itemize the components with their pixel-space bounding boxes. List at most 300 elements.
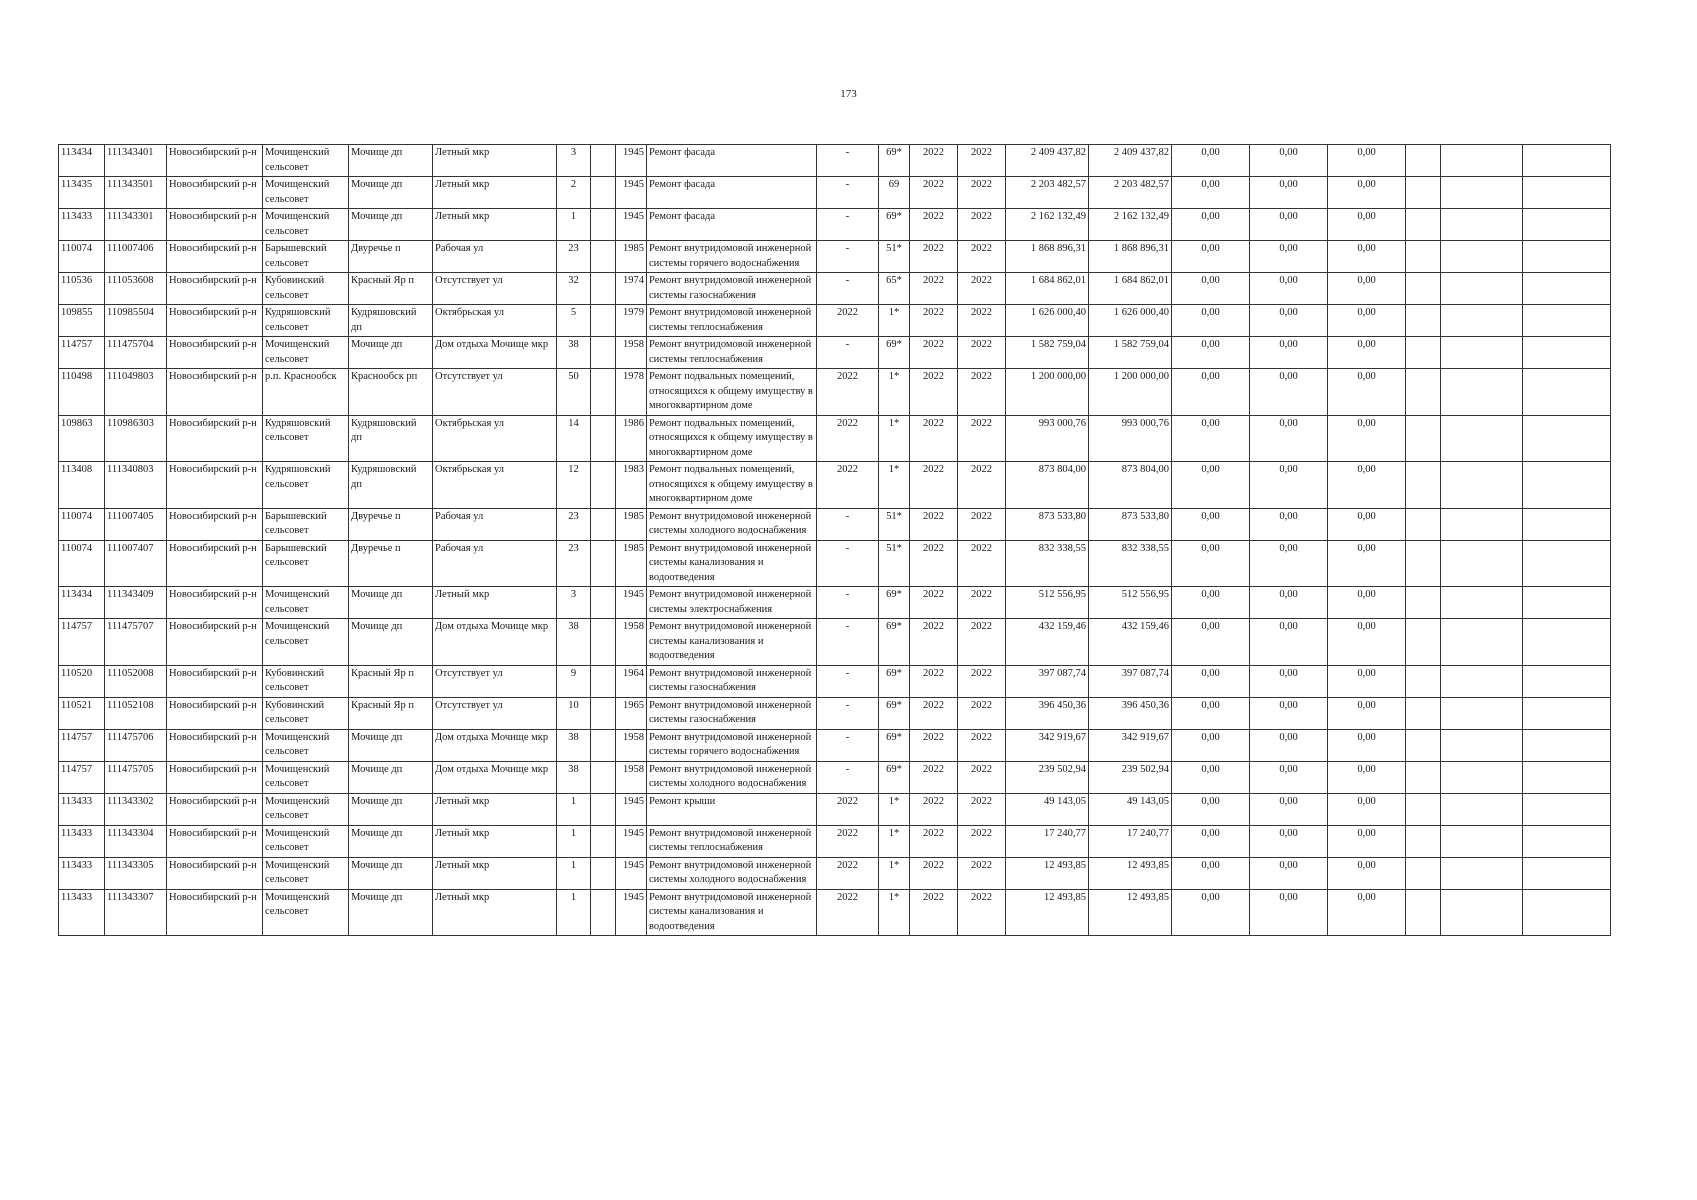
cell-local-budget: 0,00 <box>1250 697 1328 729</box>
cell-owners-funds: 0,00 <box>1328 587 1406 619</box>
cell-settlement: Мочище дп <box>349 889 433 936</box>
cell-year-built: 1978 <box>616 369 647 416</box>
repair-register-table <box>58 144 1611 936</box>
cell-plan-year-start: 2022 <box>910 145 958 177</box>
cell-work-id: 111007405 <box>105 508 167 540</box>
cell-extra-col-1 <box>1406 241 1441 273</box>
cell-total-cost: 397 087,74 <box>1006 665 1089 697</box>
cell-total-cost: 2 162 132,49 <box>1006 209 1089 241</box>
cell-extra-col-2 <box>1441 825 1523 857</box>
cell-building <box>591 587 616 619</box>
cell-extra-col-3 <box>1523 508 1611 540</box>
cell-house-number: 50 <box>557 369 591 416</box>
cell-extra-col-1 <box>1406 665 1441 697</box>
cell-street: Октябрьская ул <box>433 305 557 337</box>
cell-extra-col-2 <box>1441 761 1523 793</box>
cell-plan-year-start: 2022 <box>910 587 958 619</box>
cell-extra-col-3 <box>1523 697 1611 729</box>
cell-extra-col-2 <box>1441 145 1523 177</box>
cell-federal-funds: 0,00 <box>1172 761 1250 793</box>
cell-plan-year-end: 2022 <box>958 209 1006 241</box>
cell-house-number: 32 <box>557 273 591 305</box>
cell-year-built: 1983 <box>616 462 647 509</box>
cell-settlement: Мочище дп <box>349 761 433 793</box>
cell-local-budget: 0,00 <box>1250 587 1328 619</box>
cell-work-id: 111343304 <box>105 825 167 857</box>
cell-local-budget: 0,00 <box>1250 729 1328 761</box>
cell-work-type: Ремонт внутридомовой инженерной системы канализования и водоотведения <box>647 619 817 666</box>
table-row <box>59 793 1611 825</box>
cell-extra-col-3 <box>1523 540 1611 587</box>
cell-total-cost: 239 502,94 <box>1006 761 1089 793</box>
cell-street: Отсутствует ул <box>433 369 557 416</box>
cell-regional-fund: 1 684 862,01 <box>1089 273 1172 305</box>
cell-plan-year-end: 2022 <box>958 462 1006 509</box>
cell-house-number: 3 <box>557 145 591 177</box>
cell-extra-col-3 <box>1523 241 1611 273</box>
cell-federal-funds: 0,00 <box>1172 369 1250 416</box>
cell-extra-col-3 <box>1523 825 1611 857</box>
cell-plan-year-start: 2022 <box>910 462 958 509</box>
cell-federal-funds: 0,00 <box>1172 540 1250 587</box>
cell-local-budget: 0,00 <box>1250 209 1328 241</box>
cell-building <box>591 462 616 509</box>
cell-house-id: 110074 <box>59 540 105 587</box>
cell-street: Летный мкр <box>433 177 557 209</box>
cell-street: Летный мкр <box>433 209 557 241</box>
cell-settlement: Мочище дп <box>349 729 433 761</box>
cell-settlement: Мочище дп <box>349 177 433 209</box>
table-row <box>59 415 1611 462</box>
cell-owners-funds: 0,00 <box>1328 415 1406 462</box>
cell-work-id: 111475707 <box>105 619 167 666</box>
cell-district: Новосибирский р-н <box>167 337 263 369</box>
cell-municipality: Кудряшовский сельсовет <box>263 415 349 462</box>
cell-municipality: Мочищенский сельсовет <box>263 729 349 761</box>
cell-settlement: Мочище дп <box>349 793 433 825</box>
cell-prev-repair-year: - <box>817 273 879 305</box>
cell-regional-fund: 342 919,67 <box>1089 729 1172 761</box>
cell-plan-year-end: 2022 <box>958 177 1006 209</box>
cell-total-cost: 1 200 000,00 <box>1006 369 1089 416</box>
cell-plan-year-start: 2022 <box>910 889 958 936</box>
cell-total-cost: 342 919,67 <box>1006 729 1089 761</box>
cell-extra-col-1 <box>1406 145 1441 177</box>
cell-year-built: 1985 <box>616 241 647 273</box>
cell-federal-funds: 0,00 <box>1172 587 1250 619</box>
cell-work-id: 111475706 <box>105 729 167 761</box>
cell-work-type: Ремонт фасада <box>647 145 817 177</box>
cell-street: Летный мкр <box>433 587 557 619</box>
cell-prev-repair-year: 2022 <box>817 305 879 337</box>
cell-year-built: 1979 <box>616 305 647 337</box>
cell-municipality: Мочищенский сельсовет <box>263 209 349 241</box>
cell-deterioration-percent: 69* <box>879 761 910 793</box>
cell-street: Октябрьская ул <box>433 462 557 509</box>
cell-building <box>591 145 616 177</box>
cell-work-type: Ремонт внутридомовой инженерной системы теплоснабжения <box>647 337 817 369</box>
cell-work-id: 111475704 <box>105 337 167 369</box>
cell-local-budget: 0,00 <box>1250 415 1328 462</box>
cell-total-cost: 432 159,46 <box>1006 619 1089 666</box>
cell-total-cost: 12 493,85 <box>1006 889 1089 936</box>
cell-owners-funds: 0,00 <box>1328 241 1406 273</box>
cell-plan-year-end: 2022 <box>958 825 1006 857</box>
cell-regional-fund: 397 087,74 <box>1089 665 1172 697</box>
cell-work-type: Ремонт внутридомовой инженерной системы горячего водоснабжения <box>647 241 817 273</box>
table-row <box>59 587 1611 619</box>
cell-deterioration-percent: 69 <box>879 177 910 209</box>
cell-extra-col-2 <box>1441 889 1523 936</box>
cell-plan-year-end: 2022 <box>958 369 1006 416</box>
cell-extra-col-3 <box>1523 415 1611 462</box>
cell-deterioration-percent: 51* <box>879 508 910 540</box>
cell-regional-fund: 993 000,76 <box>1089 415 1172 462</box>
cell-extra-col-2 <box>1441 793 1523 825</box>
cell-work-id: 110986303 <box>105 415 167 462</box>
cell-extra-col-3 <box>1523 209 1611 241</box>
cell-settlement: Мочище дп <box>349 619 433 666</box>
cell-extra-col-1 <box>1406 619 1441 666</box>
cell-plan-year-end: 2022 <box>958 761 1006 793</box>
cell-municipality: Барышевский сельсовет <box>263 508 349 540</box>
cell-owners-funds: 0,00 <box>1328 305 1406 337</box>
cell-owners-funds: 0,00 <box>1328 209 1406 241</box>
cell-deterioration-percent: 69* <box>879 337 910 369</box>
cell-extra-col-2 <box>1441 697 1523 729</box>
cell-municipality: Кубовинский сельсовет <box>263 273 349 305</box>
cell-federal-funds: 0,00 <box>1172 305 1250 337</box>
cell-year-built: 1958 <box>616 619 647 666</box>
cell-year-built: 1965 <box>616 697 647 729</box>
cell-street: Летный мкр <box>433 889 557 936</box>
cell-municipality: р.п. Краснообск <box>263 369 349 416</box>
cell-plan-year-end: 2022 <box>958 305 1006 337</box>
cell-house-id: 113433 <box>59 209 105 241</box>
cell-prev-repair-year: - <box>817 177 879 209</box>
cell-plan-year-start: 2022 <box>910 209 958 241</box>
cell-building <box>591 825 616 857</box>
table-row <box>59 273 1611 305</box>
cell-district: Новосибирский р-н <box>167 177 263 209</box>
cell-municipality: Мочищенский сельсовет <box>263 619 349 666</box>
table-row <box>59 369 1611 416</box>
cell-owners-funds: 0,00 <box>1328 761 1406 793</box>
cell-settlement: Двуречье п <box>349 508 433 540</box>
cell-extra-col-2 <box>1441 665 1523 697</box>
cell-plan-year-end: 2022 <box>958 241 1006 273</box>
cell-work-id: 111343301 <box>105 209 167 241</box>
cell-district: Новосибирский р-н <box>167 587 263 619</box>
cell-year-built: 1974 <box>616 273 647 305</box>
cell-district: Новосибирский р-н <box>167 145 263 177</box>
cell-deterioration-percent: 69* <box>879 145 910 177</box>
cell-owners-funds: 0,00 <box>1328 889 1406 936</box>
cell-plan-year-end: 2022 <box>958 697 1006 729</box>
cell-plan-year-start: 2022 <box>910 540 958 587</box>
cell-federal-funds: 0,00 <box>1172 697 1250 729</box>
cell-district: Новосибирский р-н <box>167 825 263 857</box>
cell-house-number: 5 <box>557 305 591 337</box>
cell-owners-funds: 0,00 <box>1328 665 1406 697</box>
cell-house-id: 110498 <box>59 369 105 416</box>
cell-owners-funds: 0,00 <box>1328 337 1406 369</box>
cell-plan-year-start: 2022 <box>910 177 958 209</box>
cell-extra-col-1 <box>1406 508 1441 540</box>
cell-total-cost: 1 684 862,01 <box>1006 273 1089 305</box>
cell-work-type: Ремонт подвальных помещений, относящихся к общему имуществу в многоквартирном доме <box>647 369 817 416</box>
cell-plan-year-start: 2022 <box>910 857 958 889</box>
cell-plan-year-end: 2022 <box>958 587 1006 619</box>
cell-prev-repair-year: - <box>817 209 879 241</box>
cell-extra-col-2 <box>1441 273 1523 305</box>
cell-plan-year-start: 2022 <box>910 415 958 462</box>
cell-extra-col-1 <box>1406 462 1441 509</box>
cell-local-budget: 0,00 <box>1250 462 1328 509</box>
cell-municipality: Барышевский сельсовет <box>263 540 349 587</box>
cell-work-id: 110985504 <box>105 305 167 337</box>
cell-federal-funds: 0,00 <box>1172 729 1250 761</box>
cell-plan-year-start: 2022 <box>910 729 958 761</box>
cell-plan-year-start: 2022 <box>910 825 958 857</box>
cell-local-budget: 0,00 <box>1250 337 1328 369</box>
cell-plan-year-end: 2022 <box>958 729 1006 761</box>
cell-district: Новосибирский р-н <box>167 209 263 241</box>
cell-extra-col-2 <box>1441 729 1523 761</box>
cell-house-id: 110520 <box>59 665 105 697</box>
page-number: 173 <box>840 88 857 100</box>
cell-regional-fund: 873 533,80 <box>1089 508 1172 540</box>
cell-year-built: 1945 <box>616 825 647 857</box>
cell-house-id: 114757 <box>59 337 105 369</box>
cell-regional-fund: 12 493,85 <box>1089 857 1172 889</box>
cell-regional-fund: 2 162 132,49 <box>1089 209 1172 241</box>
cell-building <box>591 209 616 241</box>
cell-prev-repair-year: 2022 <box>817 415 879 462</box>
cell-regional-fund: 239 502,94 <box>1089 761 1172 793</box>
cell-building <box>591 305 616 337</box>
cell-work-type: Ремонт внутридомовой инженерной системы газоснабжения <box>647 665 817 697</box>
cell-municipality: Мочищенский сельсовет <box>263 337 349 369</box>
cell-deterioration-percent: 1* <box>879 889 910 936</box>
cell-total-cost: 832 338,55 <box>1006 540 1089 587</box>
cell-building <box>591 761 616 793</box>
cell-house-number: 1 <box>557 793 591 825</box>
cell-extra-col-2 <box>1441 177 1523 209</box>
cell-settlement: Красный Яр п <box>349 665 433 697</box>
cell-work-id: 111343401 <box>105 145 167 177</box>
cell-deterioration-percent: 1* <box>879 415 910 462</box>
cell-house-id: 113433 <box>59 889 105 936</box>
table-row <box>59 241 1611 273</box>
cell-owners-funds: 0,00 <box>1328 145 1406 177</box>
cell-regional-fund: 2 203 482,57 <box>1089 177 1172 209</box>
cell-municipality: Мочищенский сельсовет <box>263 587 349 619</box>
cell-house-id: 113433 <box>59 857 105 889</box>
cell-extra-col-3 <box>1523 462 1611 509</box>
cell-extra-col-2 <box>1441 415 1523 462</box>
cell-local-budget: 0,00 <box>1250 793 1328 825</box>
cell-work-type: Ремонт фасада <box>647 209 817 241</box>
cell-extra-col-2 <box>1441 508 1523 540</box>
cell-house-number: 38 <box>557 761 591 793</box>
cell-plan-year-end: 2022 <box>958 508 1006 540</box>
cell-prev-repair-year: - <box>817 540 879 587</box>
cell-plan-year-start: 2022 <box>910 273 958 305</box>
cell-work-id: 111052008 <box>105 665 167 697</box>
cell-prev-repair-year: - <box>817 697 879 729</box>
cell-building <box>591 697 616 729</box>
cell-building <box>591 729 616 761</box>
cell-extra-col-3 <box>1523 177 1611 209</box>
cell-district: Новосибирский р-н <box>167 665 263 697</box>
cell-deterioration-percent: 51* <box>879 241 910 273</box>
cell-owners-funds: 0,00 <box>1328 462 1406 509</box>
cell-extra-col-1 <box>1406 415 1441 462</box>
cell-house-number: 23 <box>557 508 591 540</box>
cell-work-id: 111343305 <box>105 857 167 889</box>
table-row <box>59 177 1611 209</box>
cell-total-cost: 873 533,80 <box>1006 508 1089 540</box>
cell-federal-funds: 0,00 <box>1172 241 1250 273</box>
cell-extra-col-1 <box>1406 177 1441 209</box>
cell-building <box>591 508 616 540</box>
cell-settlement: Кудряшовский дп <box>349 462 433 509</box>
cell-extra-col-3 <box>1523 665 1611 697</box>
cell-work-id: 111007406 <box>105 241 167 273</box>
cell-total-cost: 1 582 759,04 <box>1006 337 1089 369</box>
cell-house-id: 113408 <box>59 462 105 509</box>
cell-work-type: Ремонт внутридомовой инженерной системы холодного водоснабжения <box>647 508 817 540</box>
cell-district: Новосибирский р-н <box>167 619 263 666</box>
cell-total-cost: 396 450,36 <box>1006 697 1089 729</box>
table-row <box>59 462 1611 509</box>
cell-prev-repair-year: 2022 <box>817 825 879 857</box>
cell-house-id: 114757 <box>59 761 105 793</box>
cell-settlement: Кудряшовский дп <box>349 415 433 462</box>
cell-plan-year-start: 2022 <box>910 665 958 697</box>
cell-total-cost: 1 626 000,40 <box>1006 305 1089 337</box>
cell-municipality: Кудряшовский сельсовет <box>263 462 349 509</box>
cell-work-type: Ремонт внутридомовой инженерной системы канализования и водоотведения <box>647 889 817 936</box>
cell-extra-col-1 <box>1406 369 1441 416</box>
cell-year-built: 1985 <box>616 540 647 587</box>
cell-prev-repair-year: 2022 <box>817 369 879 416</box>
cell-local-budget: 0,00 <box>1250 508 1328 540</box>
cell-building <box>591 241 616 273</box>
cell-year-built: 1945 <box>616 587 647 619</box>
cell-extra-col-3 <box>1523 889 1611 936</box>
cell-house-number: 2 <box>557 177 591 209</box>
cell-house-number: 1 <box>557 209 591 241</box>
cell-house-number: 38 <box>557 337 591 369</box>
cell-plan-year-end: 2022 <box>958 857 1006 889</box>
cell-plan-year-end: 2022 <box>958 415 1006 462</box>
cell-municipality: Мочищенский сельсовет <box>263 889 349 936</box>
cell-plan-year-start: 2022 <box>910 369 958 416</box>
cell-work-id: 111053608 <box>105 273 167 305</box>
cell-prev-repair-year: 2022 <box>817 462 879 509</box>
cell-regional-fund: 1 868 896,31 <box>1089 241 1172 273</box>
cell-extra-col-2 <box>1441 337 1523 369</box>
cell-extra-col-3 <box>1523 587 1611 619</box>
cell-deterioration-percent: 69* <box>879 619 910 666</box>
cell-plan-year-end: 2022 <box>958 793 1006 825</box>
cell-extra-col-1 <box>1406 587 1441 619</box>
cell-building <box>591 415 616 462</box>
cell-work-id: 111343302 <box>105 793 167 825</box>
cell-district: Новосибирский р-н <box>167 241 263 273</box>
cell-deterioration-percent: 1* <box>879 369 910 416</box>
cell-regional-fund: 1 582 759,04 <box>1089 337 1172 369</box>
cell-street: Рабочая ул <box>433 540 557 587</box>
cell-owners-funds: 0,00 <box>1328 697 1406 729</box>
cell-local-budget: 0,00 <box>1250 177 1328 209</box>
cell-year-built: 1964 <box>616 665 647 697</box>
cell-total-cost: 1 868 896,31 <box>1006 241 1089 273</box>
cell-house-id: 114757 <box>59 729 105 761</box>
cell-regional-fund: 49 143,05 <box>1089 793 1172 825</box>
cell-owners-funds: 0,00 <box>1328 793 1406 825</box>
cell-owners-funds: 0,00 <box>1328 369 1406 416</box>
cell-extra-col-1 <box>1406 697 1441 729</box>
cell-extra-col-3 <box>1523 729 1611 761</box>
cell-work-id: 111475705 <box>105 761 167 793</box>
cell-work-id: 111343501 <box>105 177 167 209</box>
cell-prev-repair-year: - <box>817 337 879 369</box>
cell-house-number: 23 <box>557 241 591 273</box>
cell-plan-year-start: 2022 <box>910 619 958 666</box>
cell-settlement: Мочище дп <box>349 587 433 619</box>
cell-settlement: Мочище дп <box>349 209 433 241</box>
cell-extra-col-3 <box>1523 305 1611 337</box>
cell-extra-col-3 <box>1523 369 1611 416</box>
cell-house-number: 23 <box>557 540 591 587</box>
cell-prev-repair-year: 2022 <box>817 857 879 889</box>
cell-extra-col-1 <box>1406 857 1441 889</box>
cell-extra-col-1 <box>1406 793 1441 825</box>
cell-prev-repair-year: - <box>817 241 879 273</box>
cell-plan-year-start: 2022 <box>910 241 958 273</box>
cell-district: Новосибирский р-н <box>167 462 263 509</box>
cell-extra-col-2 <box>1441 209 1523 241</box>
cell-prev-repair-year: - <box>817 665 879 697</box>
cell-extra-col-1 <box>1406 305 1441 337</box>
cell-prev-repair-year: - <box>817 145 879 177</box>
cell-deterioration-percent: 69* <box>879 665 910 697</box>
cell-federal-funds: 0,00 <box>1172 793 1250 825</box>
cell-house-number: 1 <box>557 889 591 936</box>
cell-local-budget: 0,00 <box>1250 305 1328 337</box>
cell-municipality: Мочищенский сельсовет <box>263 145 349 177</box>
table-row <box>59 761 1611 793</box>
cell-regional-fund: 396 450,36 <box>1089 697 1172 729</box>
cell-federal-funds: 0,00 <box>1172 273 1250 305</box>
cell-total-cost: 873 804,00 <box>1006 462 1089 509</box>
cell-total-cost: 2 409 437,82 <box>1006 145 1089 177</box>
cell-local-budget: 0,00 <box>1250 889 1328 936</box>
cell-district: Новосибирский р-н <box>167 889 263 936</box>
cell-house-id: 113434 <box>59 145 105 177</box>
cell-deterioration-percent: 69* <box>879 729 910 761</box>
cell-municipality: Мочищенский сельсовет <box>263 761 349 793</box>
cell-extra-col-2 <box>1441 587 1523 619</box>
table-row <box>59 729 1611 761</box>
cell-year-built: 1945 <box>616 793 647 825</box>
cell-year-built: 1958 <box>616 729 647 761</box>
cell-settlement: Мочище дп <box>349 145 433 177</box>
cell-work-id: 111343307 <box>105 889 167 936</box>
